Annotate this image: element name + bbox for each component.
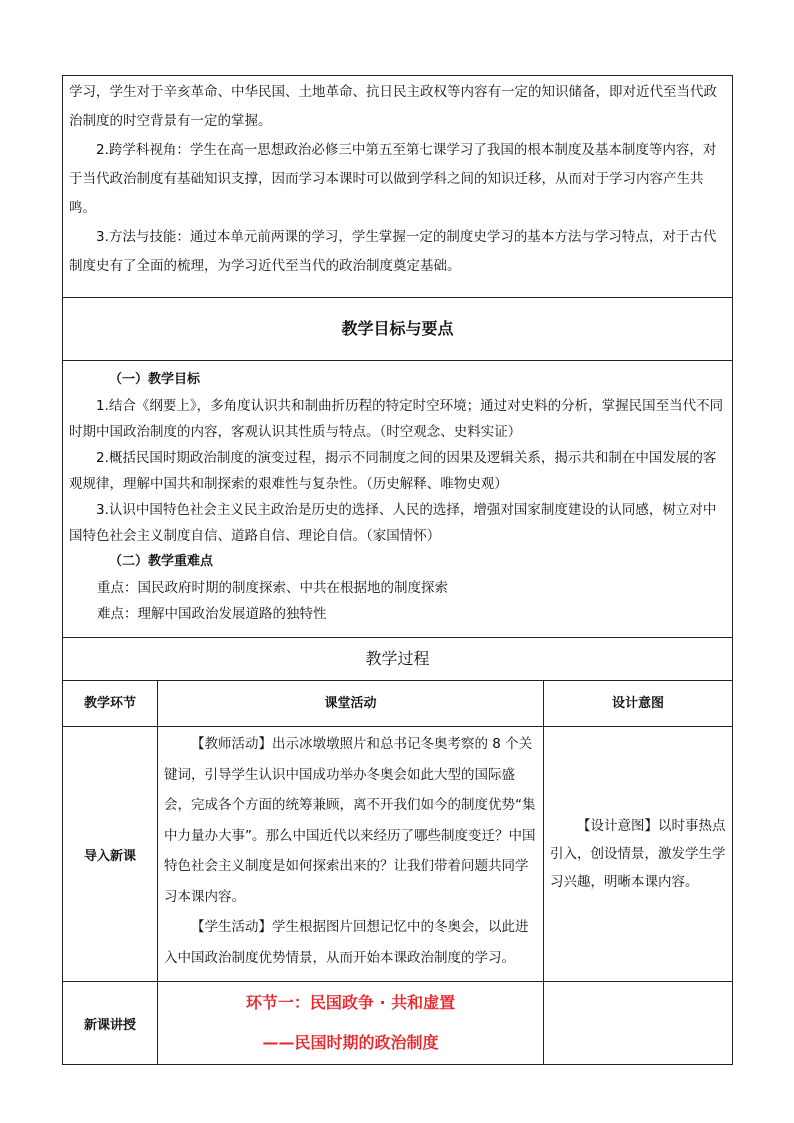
section-title-line-2: ——民国时期的政治制度 bbox=[262, 1033, 439, 1052]
stage-cell: 导入新课 bbox=[63, 727, 158, 982]
section-title-line-1: 环节一：民国政争 · 共和虚置 bbox=[245, 993, 456, 1012]
teacher-activity: 【教师活动】出示冰墩墩照片和总书记冬奥考察的 8 个关键词，引导学生认识中国成功举办冬奥会如此大型的国际盛会，完成各个方面的统筹兼顾，离不开我们如今的制度优势“集中力量办大事”。那么中国近代以来经历了哪些制度变迁？中国特色社会主义制度是如何探索出来的？让我们带着问题共同学习本课内容。 bbox=[164, 736, 536, 905]
goals-heading: （一）教学目标 bbox=[109, 372, 201, 387]
keys-heading: （二）教学重难点 bbox=[109, 554, 214, 569]
background-para-2: 2.跨学科视角：学生在高一思想政治必修三中第五至第七课学习了我国的根本制度及基本制度等内容，对于当代政治制度有基础知识支撑，因而学习本课时可以做到学科之间的知识迁移，从而对于学习内容产生共鸣。 bbox=[69, 142, 717, 216]
col-activity-header: 课堂活动 bbox=[158, 681, 544, 727]
background-row bbox=[63, 76, 733, 298]
process-header-row bbox=[63, 681, 733, 727]
activity-cell bbox=[158, 727, 544, 982]
background-para-1: 学习，学生对于辛亥革命、中华民国、土地革命、抗日民主政权等内容有一定的知识储备，即对近代至当代政治制度的时空背景有一定的掌握。 bbox=[69, 84, 717, 129]
lesson-plan-table bbox=[62, 75, 733, 1065]
objectives-title: 教学目标与要点 bbox=[63, 298, 733, 361]
student-activity: 【学生活动】学生根据图片回想记忆中的冬奥会，以此进入中国政治制度优势情景，从而开始本课政治制度的学习。 bbox=[164, 919, 529, 966]
process-title: 教学过程 bbox=[63, 638, 733, 681]
objectives-title-row bbox=[63, 298, 733, 361]
section-cell bbox=[158, 982, 544, 1065]
key-point: 重点：国民政府时期的制度探索、中共在根据地的制度探索 bbox=[97, 580, 448, 596]
difficult-point: 难点：理解中国政治发展道路的独特性 bbox=[97, 606, 327, 622]
col-stage-header: 教学环节 bbox=[63, 681, 158, 727]
goal-2: 2.概括民国时期政治制度的演变过程，揭示不同制度之间的因果及逻辑关系，揭示共和制在中国发展的客观规律，理解中国共和制探索的艰难性与复杂性。（历史解释、唯物史观） bbox=[69, 450, 717, 492]
table-row bbox=[63, 982, 733, 1065]
empty-intent-cell bbox=[544, 982, 733, 1065]
intent-cell bbox=[544, 727, 733, 982]
goal-1: 1.结合《纲要上》，多角度认识共和制曲折历程的特定时空环境；通过对史料的分析，掌握民国至当代不同时期中国政治制度的内容，客观认识其性质与特点。（时空观念、史料实证） bbox=[69, 398, 724, 440]
design-intent: 【设计意图】以时事热点引入，创设情景，激发学生学习兴趣，明晰本课内容。 bbox=[550, 818, 726, 890]
stage-cell: 新课讲授 bbox=[63, 982, 158, 1065]
objectives-cell bbox=[63, 361, 733, 638]
background-cell bbox=[63, 76, 733, 298]
background-para-3: 3.方法与技能：通过本单元前两课的学习，学生掌握一定的制度史学习的基本方法与学习特点，对于古代制度史有了全面的梳理，为学习近代至当代的政治制度奠定基础。 bbox=[69, 229, 717, 274]
process-title-row bbox=[63, 638, 733, 681]
goal-3: 3.认识中国特色社会主义民主政治是历史的选择、人民的选择，增强对国家制度建设的认同感，树立对中国特色社会主义制度自信、道路自信、理论自信。（家国情怀） bbox=[69, 502, 717, 544]
objectives-row bbox=[63, 361, 733, 638]
col-intent-header: 设计意图 bbox=[544, 681, 733, 727]
table-row bbox=[63, 727, 733, 982]
